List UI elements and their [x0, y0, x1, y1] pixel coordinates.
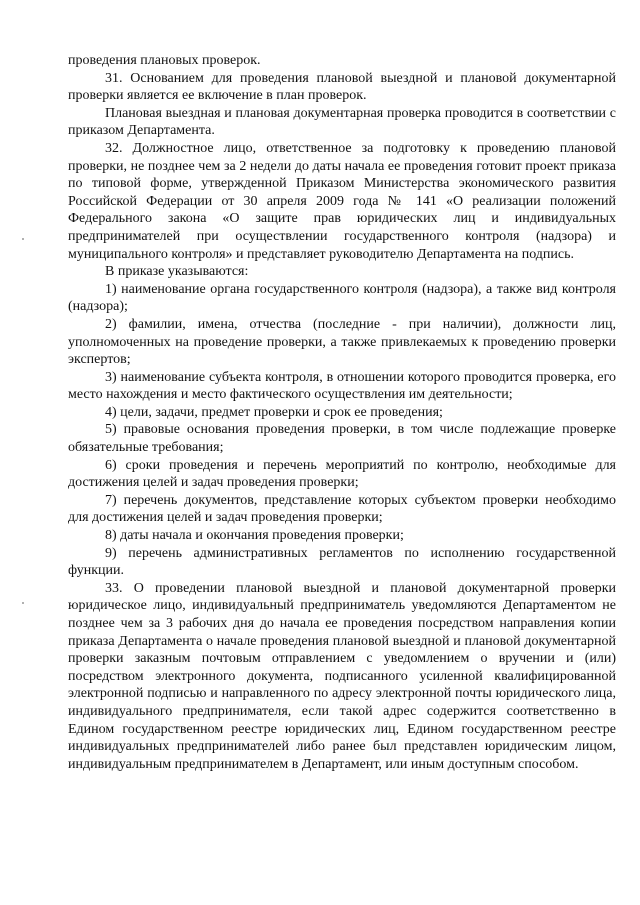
list-item-1: 1) наименование органа государственного контроля (надзора), а также вид контроля (надзора);	[68, 281, 616, 315]
order-contents-intro: В приказе указываются:	[105, 264, 249, 280]
list-item-6: 6) сроки проведения и перечень мероприятий по контролю, необходимые для достижения целей и задач проведения проверки;	[68, 457, 616, 491]
list-item-9: 9) перечень административных регламентов по исполнению государственной функции.	[68, 545, 616, 579]
paragraph-33: 33. О проведении плановой выездной и плановой документарной проверки юридическое лицо, индивидуальный предприниматель уведомляются Департаментом не позднее чем за 3 рабочих дня до начала ее проведения посредством направления копии приказа Департамента о начале проведения плановой выездной и плановой документарной проверки заказным почтовым отправлением с уведомлением о вручении и (или) посредством электронного документа, подписанного усиленной квалифицированной электронной подписью и направленного по адресу электронной почты юридического лица, индивидуального предпринимателя, если такой адрес содержится соответственно в Едином государственном реестре юридических лиц, Едином государственном реестре индивидуальных предпринимателей либо ранее был представлен юридическим лицом, индивидуальным предпринимателем в Департамент, или иным доступным способом.	[68, 580, 616, 772]
list-item-7: 7) перечень документов, представление которых субъектом проверки необходимо для достижения целей и задач проведения проверки;	[68, 492, 616, 526]
paragraph-32: 32. Должностное лицо, ответственное за подготовку к проведению плановой проверки, не позднее чем за 2 недели до даты начала ее проведения готовит проект приказа по типовой форме, утвержденной Приказом Министерства экономического развития Российской Федерации от 30 апреля 2009 года № 141 «О реализации положений Федерального закона «О защите прав юридических лиц и индивидуальных предпринимателей при осуществлении государственного контроля (надзора) и муниципального контроля» и представляет руководителю Департамента на подпись.	[68, 140, 616, 262]
list-item-8: 8) даты начала и окончания проведения проверки;	[105, 528, 404, 544]
paragraph-31: 31. Основанием для проведения плановой выездной и плановой документарной проверки является ее включение в план проверок.	[68, 70, 616, 104]
list-item-3: 3) наименование субъекта контроля, в отношении которого проводится проверка, его место нахождения и место фактического осуществления им деятельности;	[68, 369, 616, 403]
list-item-5: 5) правовые основания проведения проверки, в том числе подлежащие проверке обязательные требования;	[68, 422, 616, 456]
scan-speck	[22, 238, 24, 240]
list-item-2: 2) фамилии, имена, отчества (последние - при наличии), должности лиц, уполномоченных на проведение проверки, а также привлекаемых к проведению проверки экспертов;	[68, 316, 616, 368]
paragraph-31-note: Плановая выездная и плановая документарная проверка проводится в соответствии с приказом Департамента.	[68, 105, 616, 139]
list-item-4: 4) цели, задачи, предмет проверки и срок ее проведения;	[105, 404, 443, 420]
paragraph-continuation: проведения плановых проверок.	[68, 53, 261, 68]
scan-speck	[22, 602, 24, 604]
document-body	[68, 52, 616, 773]
